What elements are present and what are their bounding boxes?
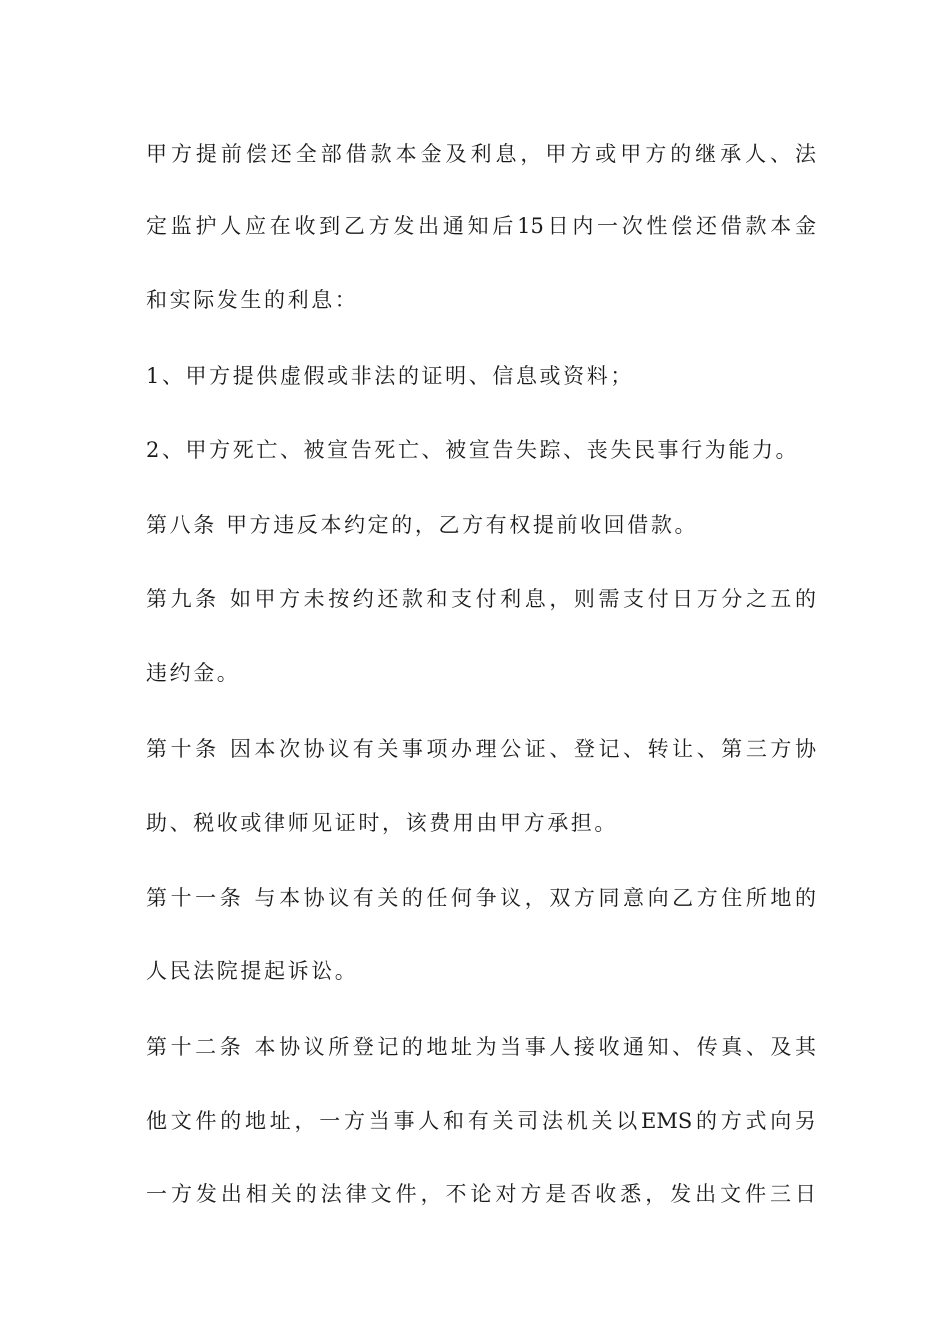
text-line: 人民法院提起诉讼。 — [146, 959, 359, 983]
article-11: 第十一条 与本协议有关的任何争议，双方同意向乙方住所地的 — [146, 886, 816, 910]
text-line: 甲方提前偿还全部借款本金及利息，甲方或甲方的继承人、法 — [146, 142, 816, 166]
text-line: 违约金。 — [146, 661, 241, 685]
article-9: 第九条 如甲方未按约还款和支付利息，则需支付日万分之五的 — [146, 587, 816, 611]
article-10: 第十条 因本次协议有关事项办理公证、登记、转让、第三方协 — [146, 737, 816, 761]
article-12: 第十二条 本协议所登记的地址为当事人接收通知、传真、及其 — [146, 1035, 816, 1059]
article-8: 第八条 甲方违反本约定的，乙方有权提前收回借款。 — [146, 513, 699, 537]
list-item-1: 1、甲方提供虚假或非法的证明、信息或资料； — [146, 364, 634, 388]
text-line: 助、税收或律师见证时，该费用由甲方承担。 — [146, 811, 618, 835]
text-line: 和实际发生的利息： — [146, 288, 359, 312]
text-line: 定监护人应在收到乙方发出通知后15日内一次性偿还借款本金 — [146, 214, 816, 238]
text-line: 一方发出相关的法律文件，不论对方是否收悉，发出文件三日 — [146, 1182, 816, 1206]
list-item-2: 2、甲方死亡、被宣告死亡、被宣告失踪、丧失民事行为能力。 — [146, 438, 800, 462]
text-line: 他文件的地址，一方当事人和有关司法机关以EMS的方式向另 — [146, 1109, 816, 1133]
